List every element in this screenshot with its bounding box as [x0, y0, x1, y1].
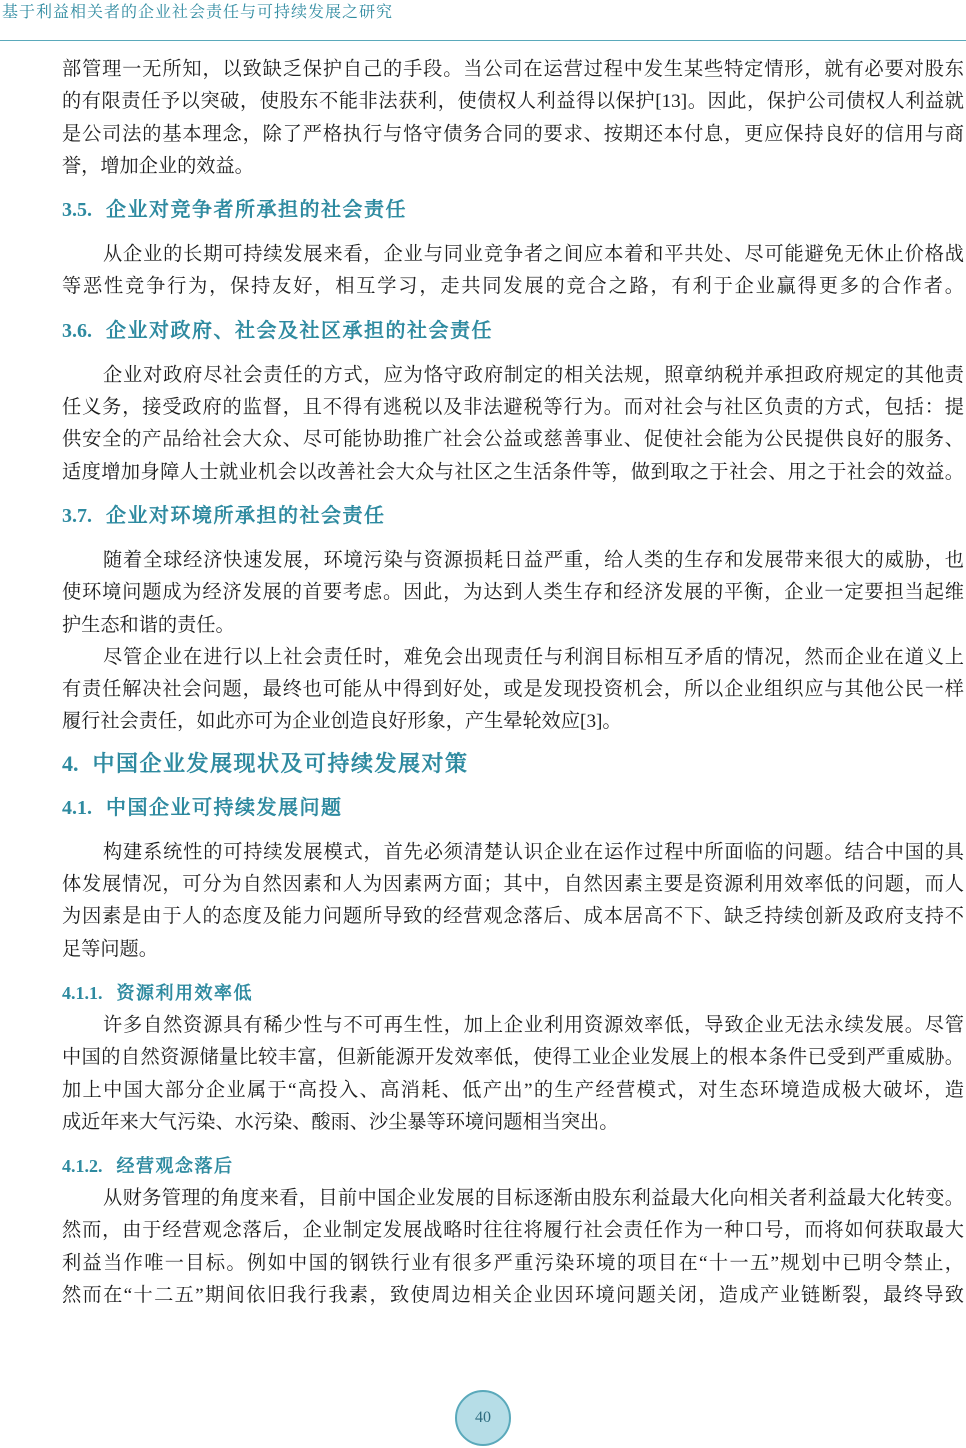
text-line: 使环境问题成为经济发展的首要考虑。因此，为达到人类生存和经济发展的平衡，企业一定要担当起维 [62, 582, 964, 604]
section-title: 企业对政府、社会及社区承担的社会责任 [106, 319, 493, 342]
text-line: 成近年来大气污染、水污染、酸雨、沙尘暴等环境问题相当突出。 [62, 1111, 619, 1133]
page-number-badge [455, 1390, 511, 1446]
running-header: 基于利益相关者的企业社会责任与可持续发展之研究 [2, 4, 394, 21]
text-line: 有责任解决社会问题，最终也可能从中得到好处，或是发现投资机会，所以企业组织应与其他公民一样 [62, 679, 964, 701]
text-line: 的有限责任予以突破，使股东不能非法获利，使债权人利益得以保护[13]。因此，保护公司债权人利益就 [62, 91, 964, 113]
text-line: 部管理一无所知，以致缺乏保护自己的手段。当公司在运营过程中发生某些特定情形，就有必要对股东 [62, 59, 964, 80]
section-title: 经营观念落后 [116, 1156, 234, 1177]
section-title: 企业对环境所承担的社会责任 [106, 504, 386, 527]
section-title: 中国企业发展现状及可持续发展对策 [92, 750, 469, 776]
section-title: 资源利用效率低 [116, 982, 253, 1003]
page-number: 40 [475, 1409, 491, 1426]
text-line: 适度增加身障人士就业机会以改善社会大众与社区之生活条件等，做到取之于社会、用之于社会的效益。 [62, 461, 964, 483]
text-line: 为因素是由于人的态度及能力问题所导致的经营观念落后、成本居高不下、缺乏持续创新及政府支持不 [62, 906, 964, 928]
text-line: 履行社会责任，如此亦可为企业创造良好形象，产生晕轮效应[3]。 [62, 711, 622, 733]
text-line: 体发展情况，可分为自然因素和人为因素两方面；其中，自然因素主要是资源利用效率低的问题，而人 [62, 874, 964, 896]
text-line: 等恶性竞争行为，保持友好，相互学习，走共同发展的竞合之路，有利于企业赢得更多的合作者。 [62, 276, 964, 298]
text-line: 任义务，接受政府的监督，且不得有逃税以及非法避税等行为。而对社会与社区负责的方式，包括：提 [62, 397, 964, 419]
paragraph [62, 1010, 964, 1139]
section-heading-3-7 [62, 499, 964, 533]
text-line: 利益当作唯一目标。例如中国的钢铁行业有很多严重污染环境的项目在“十一五”规划中已明令禁止， [62, 1252, 964, 1274]
text-line: 随着全球经济快速发展，环境污染与资源损耗日益严重，给人类的生存和发展带来很大的威胁，也 [103, 549, 964, 571]
section-number: 3.5. [62, 199, 92, 222]
section-number: 4.1.2. [62, 1156, 103, 1177]
text-line: 尽管企业在进行以上社会责任时，难免会出现责任与利润目标相互矛盾的情况，然而企业在道义上 [103, 646, 964, 668]
section-heading-4-1-2 [62, 1151, 964, 1181]
section-heading-4 [62, 745, 964, 783]
text-line: 从财务管理的角度来看，目前中国企业发展的目标逐渐由股东利益最大化向相关者利益最大化转变。 [103, 1188, 964, 1210]
header-rule [0, 40, 966, 41]
paragraph [62, 239, 964, 304]
text-line: 誉，增加企业的效益。 [62, 155, 254, 177]
text-line: 企业对政府尽社会责任的方式，应为恪守政府制定的相关法规，照章纳税并承担政府规定的其他责 [103, 364, 964, 386]
text-line: 然而，由于经营观念落后，企业制定发展战略时往往将履行社会责任作为一种口号，而将如何获取最大 [62, 1220, 964, 1242]
paragraph [62, 1183, 964, 1312]
section-number: 4.1.1. [62, 982, 103, 1003]
page-body [62, 54, 964, 1312]
section-heading-3-6 [62, 314, 964, 348]
text-line: 护生态和谐的责任。 [62, 614, 235, 636]
text-line: 是公司法的基本理念，除了严格执行与恪守债务合同的要求、按期还本付息，更应保持良好的信用与商 [62, 123, 964, 145]
section-heading-3-5 [62, 193, 964, 227]
paragraph [62, 545, 964, 642]
section-title: 中国企业可持续发展问题 [106, 796, 343, 819]
section-heading-4-1-1 [62, 978, 964, 1008]
section-heading-4-1 [62, 791, 964, 825]
section-number: 4. [62, 750, 79, 776]
text-line: 加上中国大部分企业属于“高投入、高消耗、低产出”的生产经营模式，对生态环境造成极大破坏，造 [62, 1079, 964, 1101]
text-line: 构建系统性的可持续发展模式，首先必须清楚认识企业在运作过程中所面临的问题。结合中国的具 [103, 841, 964, 863]
paragraph [62, 54, 964, 183]
text-line: 供安全的产品给社会大众、尽可能协助推广社会公益或慈善事业、促使社会能为公民提供良好的服务、 [62, 429, 964, 451]
section-number: 3.6. [62, 319, 92, 342]
section-title: 企业对竞争者所承担的社会责任 [106, 199, 407, 222]
section-number: 4.1. [62, 796, 92, 819]
text-line: 中国的自然资源储量比较丰富，但新能源开发效率低，使得工业企业发展上的根本条件已受到严重威胁。 [62, 1047, 964, 1069]
paragraph [62, 642, 964, 739]
text-line: 然而在“十二五”期间依旧我行我素，致使周边相关企业因环境问题关闭，造成产业链断裂，最终导致 [62, 1285, 964, 1307]
section-number: 3.7. [62, 504, 92, 527]
text-line: 从企业的长期可持续发展来看，企业与同业竞争者之间应本着和平共处、尽可能避免无休止价格战 [103, 244, 964, 266]
text-line: 足等问题。 [62, 938, 158, 960]
text-line: 许多自然资源具有稀少性与不可再生性，加上企业利用资源效率低，导致企业无法永续发展。尽管 [103, 1014, 964, 1036]
paragraph [62, 837, 964, 966]
paragraph [62, 360, 964, 489]
